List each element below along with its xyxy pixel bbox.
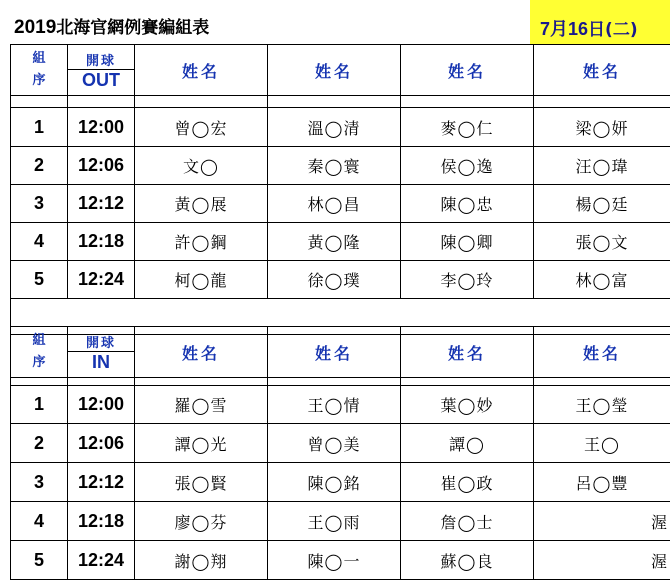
player-name: 王◯ [534,424,670,463]
seq-header: 組 序 [11,327,68,378]
player-name: 柯◯龍 [135,261,268,299]
player-name: 黃◯隆 [268,223,401,261]
player-name: 林◯昌 [268,185,401,223]
in-table [10,326,670,580]
player-name: 梁◯妍 [534,108,670,147]
player-name: 文◯ [135,147,268,185]
player-name: 張◯文 [534,223,670,261]
date-box [530,0,670,44]
player-name: 徐◯璞 [268,261,401,299]
tee-header: 開球 OUT [68,45,135,96]
player-name: 詹◯士 [401,502,534,541]
name-header: 姓名 [534,45,670,96]
name-header: 姓名 [268,327,401,378]
player-name: 張◯賢 [135,463,268,502]
player-name: 楊◯廷 [534,185,670,223]
date-month-day: 7月16 [540,19,589,39]
name-header: 姓名 [401,45,534,96]
table-row: 3 12:12 張◯賢 陳◯銘 崔◯政 呂◯豐 [11,463,670,502]
seq-header: 組 序 [11,45,68,96]
player-name: 秦◯寰 [268,147,401,185]
player-name: 崔◯政 [401,463,534,502]
player-name: 陳◯一 [268,541,401,580]
player-name: 譚◯ [401,424,534,463]
player-name: 葉◯妙 [401,386,534,424]
tee-header: 開球 IN [68,327,135,378]
player-name: 曾◯美 [268,424,401,463]
player-name: 陳◯卿 [401,223,534,261]
spacer-row [11,96,670,108]
table-row: 2 12:06 譚◯光 曾◯美 譚◯ 王◯ [11,424,670,463]
player-name: 譚◯光 [135,424,268,463]
table-row: 1 12:00 羅◯雪 王◯情 葉◯妙 王◯瑩 [11,386,670,424]
name-header: 姓名 [135,327,268,378]
tee-out-label: OUT [68,69,134,91]
table-row: 5 12:24 謝◯翔 陳◯一 蘇◯良 渥 [11,541,670,580]
out-table [10,44,670,335]
player-name-cut: 渥 [534,541,670,580]
player-name: 蘇◯良 [401,541,534,580]
name-header: 姓名 [534,327,670,378]
table-row: 2 12:06 文◯ 秦◯寰 侯◯逸 汪◯瑋 [11,147,670,185]
player-name: 溫◯清 [268,108,401,147]
player-name: 黃◯展 [135,185,268,223]
name-header: 姓名 [401,327,534,378]
date-weekday: 日(二) [588,20,638,40]
name-header: 姓名 [135,45,268,96]
in-header-row [11,327,670,378]
table-row: 5 12:24 柯◯龍 徐◯璞 李◯玲 林◯富 [11,261,670,299]
player-name: 許◯鋼 [135,223,268,261]
table-row: 1 12:00 曾◯宏 溫◯清 麥◯仁 梁◯妍 [11,108,670,147]
player-name: 王◯雨 [268,502,401,541]
player-name: 侯◯逸 [401,147,534,185]
player-name: 李◯玲 [401,261,534,299]
player-name: 王◯瑩 [534,386,670,424]
player-name: 林◯富 [534,261,670,299]
spacer-row [11,378,670,386]
player-name-cut: 渥 [534,502,670,541]
table-row: 4 12:18 廖◯芬 王◯雨 詹◯士 渥 [11,502,670,541]
name-header: 姓名 [268,45,401,96]
out-header-row [11,45,670,96]
table-row: 4 12:18 許◯鋼 黃◯隆 陳◯卿 張◯文 [11,223,670,261]
player-name: 陳◯銘 [268,463,401,502]
table-row: 3 12:12 黃◯展 林◯昌 陳◯忠 楊◯廷 [11,185,670,223]
player-name: 曾◯宏 [135,108,268,147]
player-name: 羅◯雪 [135,386,268,424]
page-title [14,13,209,39]
title-text: 北海官網例賽編組表 [56,18,210,38]
tee-in-label: IN [68,351,134,373]
player-name: 廖◯芬 [135,502,268,541]
player-name: 呂◯豐 [534,463,670,502]
player-name: 麥◯仁 [401,108,534,147]
player-name: 陳◯忠 [401,185,534,223]
title-year: 2019 [14,17,57,38]
player-name: 汪◯瑋 [534,147,670,185]
player-name: 王◯情 [268,386,401,424]
player-name: 謝◯翔 [135,541,268,580]
